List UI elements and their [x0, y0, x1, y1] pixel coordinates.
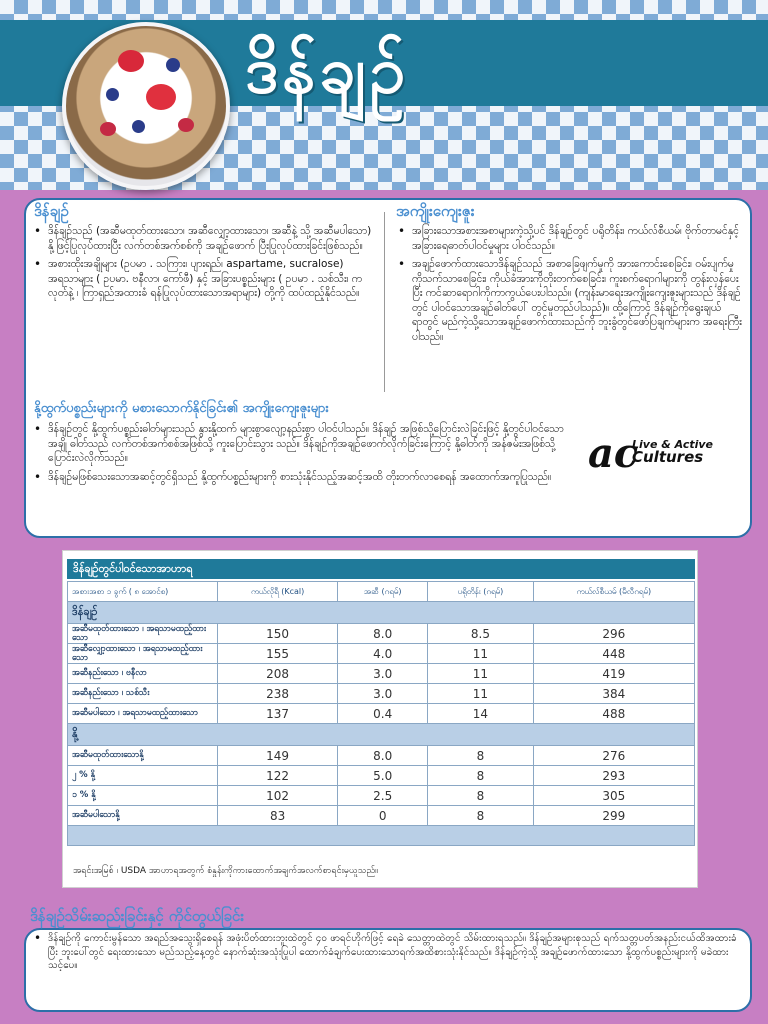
row-label: အဆီမထုတ်ထားသောနို့: [68, 746, 218, 766]
row-label: အဆီမပါသော ၊ အရသာမထည့်ထားသော: [68, 704, 218, 724]
row-label: ၂ % နို့: [68, 766, 218, 786]
row-label: အဆီမပါသောနို့: [68, 806, 218, 826]
cell-fat: 4.0: [338, 644, 428, 664]
logo-line1: Live & Active: [632, 438, 714, 451]
cell-calories: 208: [218, 664, 338, 684]
section-heading-storage: ဒိန်ချဉ်သိမ်းဆည်းခြင်းနှင့် ကိုင်တွယ်ခြင်း: [30, 907, 245, 925]
yogurt-bowl-image: [62, 22, 230, 190]
logo-line2: Cultures: [632, 448, 704, 466]
table-row: [68, 766, 695, 786]
raspberry-icon: [100, 122, 116, 136]
table-group-yogurt: [68, 602, 695, 624]
col-header-calcium: ကယ်လ်စီယမ် (မီလီဂရမ်): [533, 582, 694, 602]
section-heading-yogurt: ဒိန်ချဉ်: [34, 202, 69, 220]
benefits-bullets: [398, 224, 744, 348]
row-label: အဆီလျှော့ထားသော ၊ အရသာမထည့်ထားသော: [68, 644, 218, 664]
storage-bullets: [34, 932, 742, 977]
cell-calories: 150: [218, 624, 338, 644]
cell-calcium: 448: [533, 644, 694, 664]
nutrition-table-panel: [62, 550, 698, 888]
list-item: • အခြားသောအစားအစာများကဲ့သို့ပင် ဒိန်ချဉ်တွင် ပရိုတိန်း၊ ကယ်လ်စီယမ်၊ ဗိုက်တာမင်နှင့် အခြားရေဓာတ်ပါဝင်မှုများ ပါဝင်သည်။: [398, 224, 744, 253]
row-label: ၁ % နို့: [68, 786, 218, 806]
logo-text: [632, 438, 713, 464]
strawberry-icon: [146, 84, 176, 110]
cell-calcium: 488: [533, 704, 694, 724]
cell-fat: 0.4: [338, 704, 428, 724]
blueberry-icon: [166, 58, 180, 72]
cell-fat: 8.0: [338, 746, 428, 766]
section-heading-benefits: အကျိုးကျေးဇူး: [396, 202, 475, 220]
cell-protein: 11: [428, 644, 534, 664]
cell-calcium: 296: [533, 624, 694, 644]
list-item: • အချဉ်ဖောက်ထားသောဒိန်ချဉ်သည် အစာခြေဖျက်မှုကို အားကောင်းစေခြင်း၊ ဝမ်းပျက်မှုကိုသက်သာစေခြင်း၊ ကိုယ်ခံအားကိုတိုးတက်စေခြင်း၊ ကူးစက်ရောဂါများကို တွန်းလှန်ပေးပြီး ကင်ဆာရောဂါကိုကာကွယ်ပေးပါသည်။ (ကျန်းမာရေးအကျိုးကျေးဇူးများသည် ဒိန်ချဉ်တွင် ပါဝင်သောအချဉ်ဓါတ်ပေါ် တွင်မူတည်ပါသည်)။ ထို့ကြောင့် ဒိန်ချဉ်ကိုရွေးချယ်ရာတွင် မည်ကဲ့သို့သောအချဉ်ဖောက်ထားသည်ကို ဘူးခွံတွင်ဖော်ပြချက်များက အရေးကြီးပါသည်။: [398, 257, 744, 344]
group-label: ဒိန်ချဉ်: [68, 602, 695, 624]
cell-calories: 122: [218, 766, 338, 786]
cell-protein: 11: [428, 664, 534, 684]
cell-fat: 0: [338, 806, 428, 826]
list-item: • ဒိန်ချဉ်မဖြစ်သေးသောအဆင့်တွင်ရှိသည် နို့ထွက်ပစ္စည်းများကို စားသုံးနိုင်သည့်အဆင့်အထိ တိုးတက်လာစေရန် အထောက်အကူပြုသည်။: [34, 470, 574, 485]
cell-protein: 11: [428, 684, 534, 704]
table-row: [68, 624, 695, 644]
yogurt-bullets: [34, 224, 372, 305]
list-item: • ဒိန်ချဉ်တွင် နို့ထွက်ပစ္စည်းဓါတ်များသည် နွားနို့ထက် များစွာလျော့နည်းစွာ ပါဝင်ပါသည်။ ဒိန်ချဉ် အဖြစ်သို့ပြောင်းလဲခြင်းဖြင့် နို့တွင်ပါဝင်သောအချို ဓါတ်သည် လက်တစ်အက်စစ်အဖြစ်သို့ ကူးပြောင်းသွား သည်။ ဒိန်ချဉ်ကိုအချဉ်ဖောက်လိုက်ခြင်းကြောင့် နို့ဓါတ်ကို အန်ဇမ်းအဖြစ်သို့ပြောင်းလဲလိုက်သည်။: [34, 422, 574, 466]
table-row: [68, 684, 695, 704]
cell-protein: 8: [428, 746, 534, 766]
strawberry-icon: [118, 50, 144, 72]
row-label: အဆီမထုတ်ထားသော ၊ အရသာမထည့်ထားသော: [68, 624, 218, 644]
list-item: • ဒိန်ချဉ်ကို ကောင်းမွန်သော အရည်အသွေးရှိစေရန် အဖုံးပိတ်ထားဘူးထဲတွင် ၄၀ ဖာရင်ဟိုက်ဖြင့် ရေခဲ သေတ္တာထဲတွင် သိမ်းထားရသည်။ ဒိန်ချဉ်အများစုသည် ရက်သတ္တပတ်အနည်းငယ်ထိအထားခံပြီး ဘူးပေါ်တွင် ရေးထားသော မည်သည့်နေ့တွင် နောက်ဆုံးအသုံးပြုပါ ထောက်ခံချက်ပေးထားသောရက်အထိစားသုံးနိုင်သည်။ ဒိန်ချဉ်ကဲ့သို့ အချဉ်ဖောက်ထားသော နို့ထွက်ပစ္စည်းများကို မခဲထားသင့်ပေ။: [34, 932, 742, 973]
table-row: [68, 786, 695, 806]
nutrition-table: [67, 581, 695, 846]
cell-protein: 8.5: [428, 624, 534, 644]
cell-calcium: 293: [533, 766, 694, 786]
section-heading-lactose: နို့ထွက်ပစ္စည်းများကို မစားသောက်နိုင်ခြင်း၏ အကျိုးကျေးဇူးများ: [34, 401, 329, 416]
cell-calcium: 276: [533, 746, 694, 766]
list-item: • ဒိန်ချဉ်သည် (အဆီမထုတ်ထားသော၊ အဆီလျှော့ထားသော၊ အဆီနဲ့ သို့ အဆီမပါသော) နို့ဖြင့်ပြုလုပ်ထားပြီး လက်တစ်အက်စစ်ကို အချဉ်ဖောက် ပြီးပြုလုပ်ထားခြင်းဖြစ်သည်။: [34, 224, 372, 253]
table-row: [68, 664, 695, 684]
cell-calories: 83: [218, 806, 338, 826]
cell-calcium: 419: [533, 664, 694, 684]
cell-fat: 2.5: [338, 786, 428, 806]
cell-protein: 8: [428, 786, 534, 806]
table-footer-row: [68, 826, 695, 846]
col-header-calories: ကယ်လိုရီ (Kcal): [218, 582, 338, 602]
table-source-note: အရင်းအမြစ် ၊ USDA အာဟာရအတွက် စံနှုန်းကိုကားထောက်အချက်အလက်စာရင်းမှယူသည်။: [73, 866, 378, 876]
cell-fat: 5.0: [338, 766, 428, 786]
cell-calories: 238: [218, 684, 338, 704]
cell-calcium: 305: [533, 786, 694, 806]
table-row: [68, 704, 695, 724]
raspberry-icon: [178, 118, 194, 132]
cell-calories: 102: [218, 786, 338, 806]
col-header-protein: ပရိုတိန်း (ဂရမ်): [428, 582, 534, 602]
live-active-cultures-logo: [588, 428, 718, 482]
cell-calories: 137: [218, 704, 338, 724]
table-group-milk: [68, 724, 695, 746]
footer-cell: [68, 826, 695, 846]
row-label: အဆီနည်းသော ၊ ဗနီလာ: [68, 664, 218, 684]
table-header-row: [68, 582, 695, 602]
col-header-fat: အဆီ (ဂရမ်): [338, 582, 428, 602]
cell-fat: 3.0: [338, 684, 428, 704]
column-divider: [384, 212, 385, 392]
cultures-mark-icon: ac: [588, 430, 639, 477]
col-header-food: အစားအစာ ၁ ခွက် ( ၈ အောင်စ): [68, 582, 218, 602]
blueberry-icon: [132, 120, 145, 133]
page-title: ဒိန်ချဉ်: [245, 34, 410, 108]
cell-protein: 14: [428, 704, 534, 724]
cell-calories: 149: [218, 746, 338, 766]
row-label: အဆီနည်းသော ၊ သစ်သီး: [68, 684, 218, 704]
cell-calories: 155: [218, 644, 338, 664]
table-row: [68, 746, 695, 766]
cell-protein: 8: [428, 766, 534, 786]
cell-fat: 8.0: [338, 624, 428, 644]
table-title: ဒိန်ချဉ်တွင်ပါဝင်သောအာဟာရ: [67, 559, 695, 579]
cell-fat: 3.0: [338, 664, 428, 684]
cell-protein: 8: [428, 806, 534, 826]
lactose-bullets: [34, 422, 574, 488]
cell-calcium: 299: [533, 806, 694, 826]
cell-calcium: 384: [533, 684, 694, 704]
group-label: နို့: [68, 724, 695, 746]
list-item: • အစားထိုးအချိုများ (ဥပမာ . သကြား၊ ပျားရည်၊ aspartame, sucralose) အရသာများ ( ဥပမာ. ဗနီလာ၊ ကော်ဖီ) နှင့် အခြားပစ္စည်းများ ( ဥပမာ . သစ်သီး၊ ကလုတ်နဲ့ ၊ ကြာရှည်အထားခံ ရန်ပြုလုပ်ထားသောအရာများ) တို့ကို ထပ်ထည့်နိုင်သည်။: [34, 257, 372, 301]
table-row: [68, 806, 695, 826]
blueberry-icon: [106, 88, 119, 101]
table-row: [68, 644, 695, 664]
